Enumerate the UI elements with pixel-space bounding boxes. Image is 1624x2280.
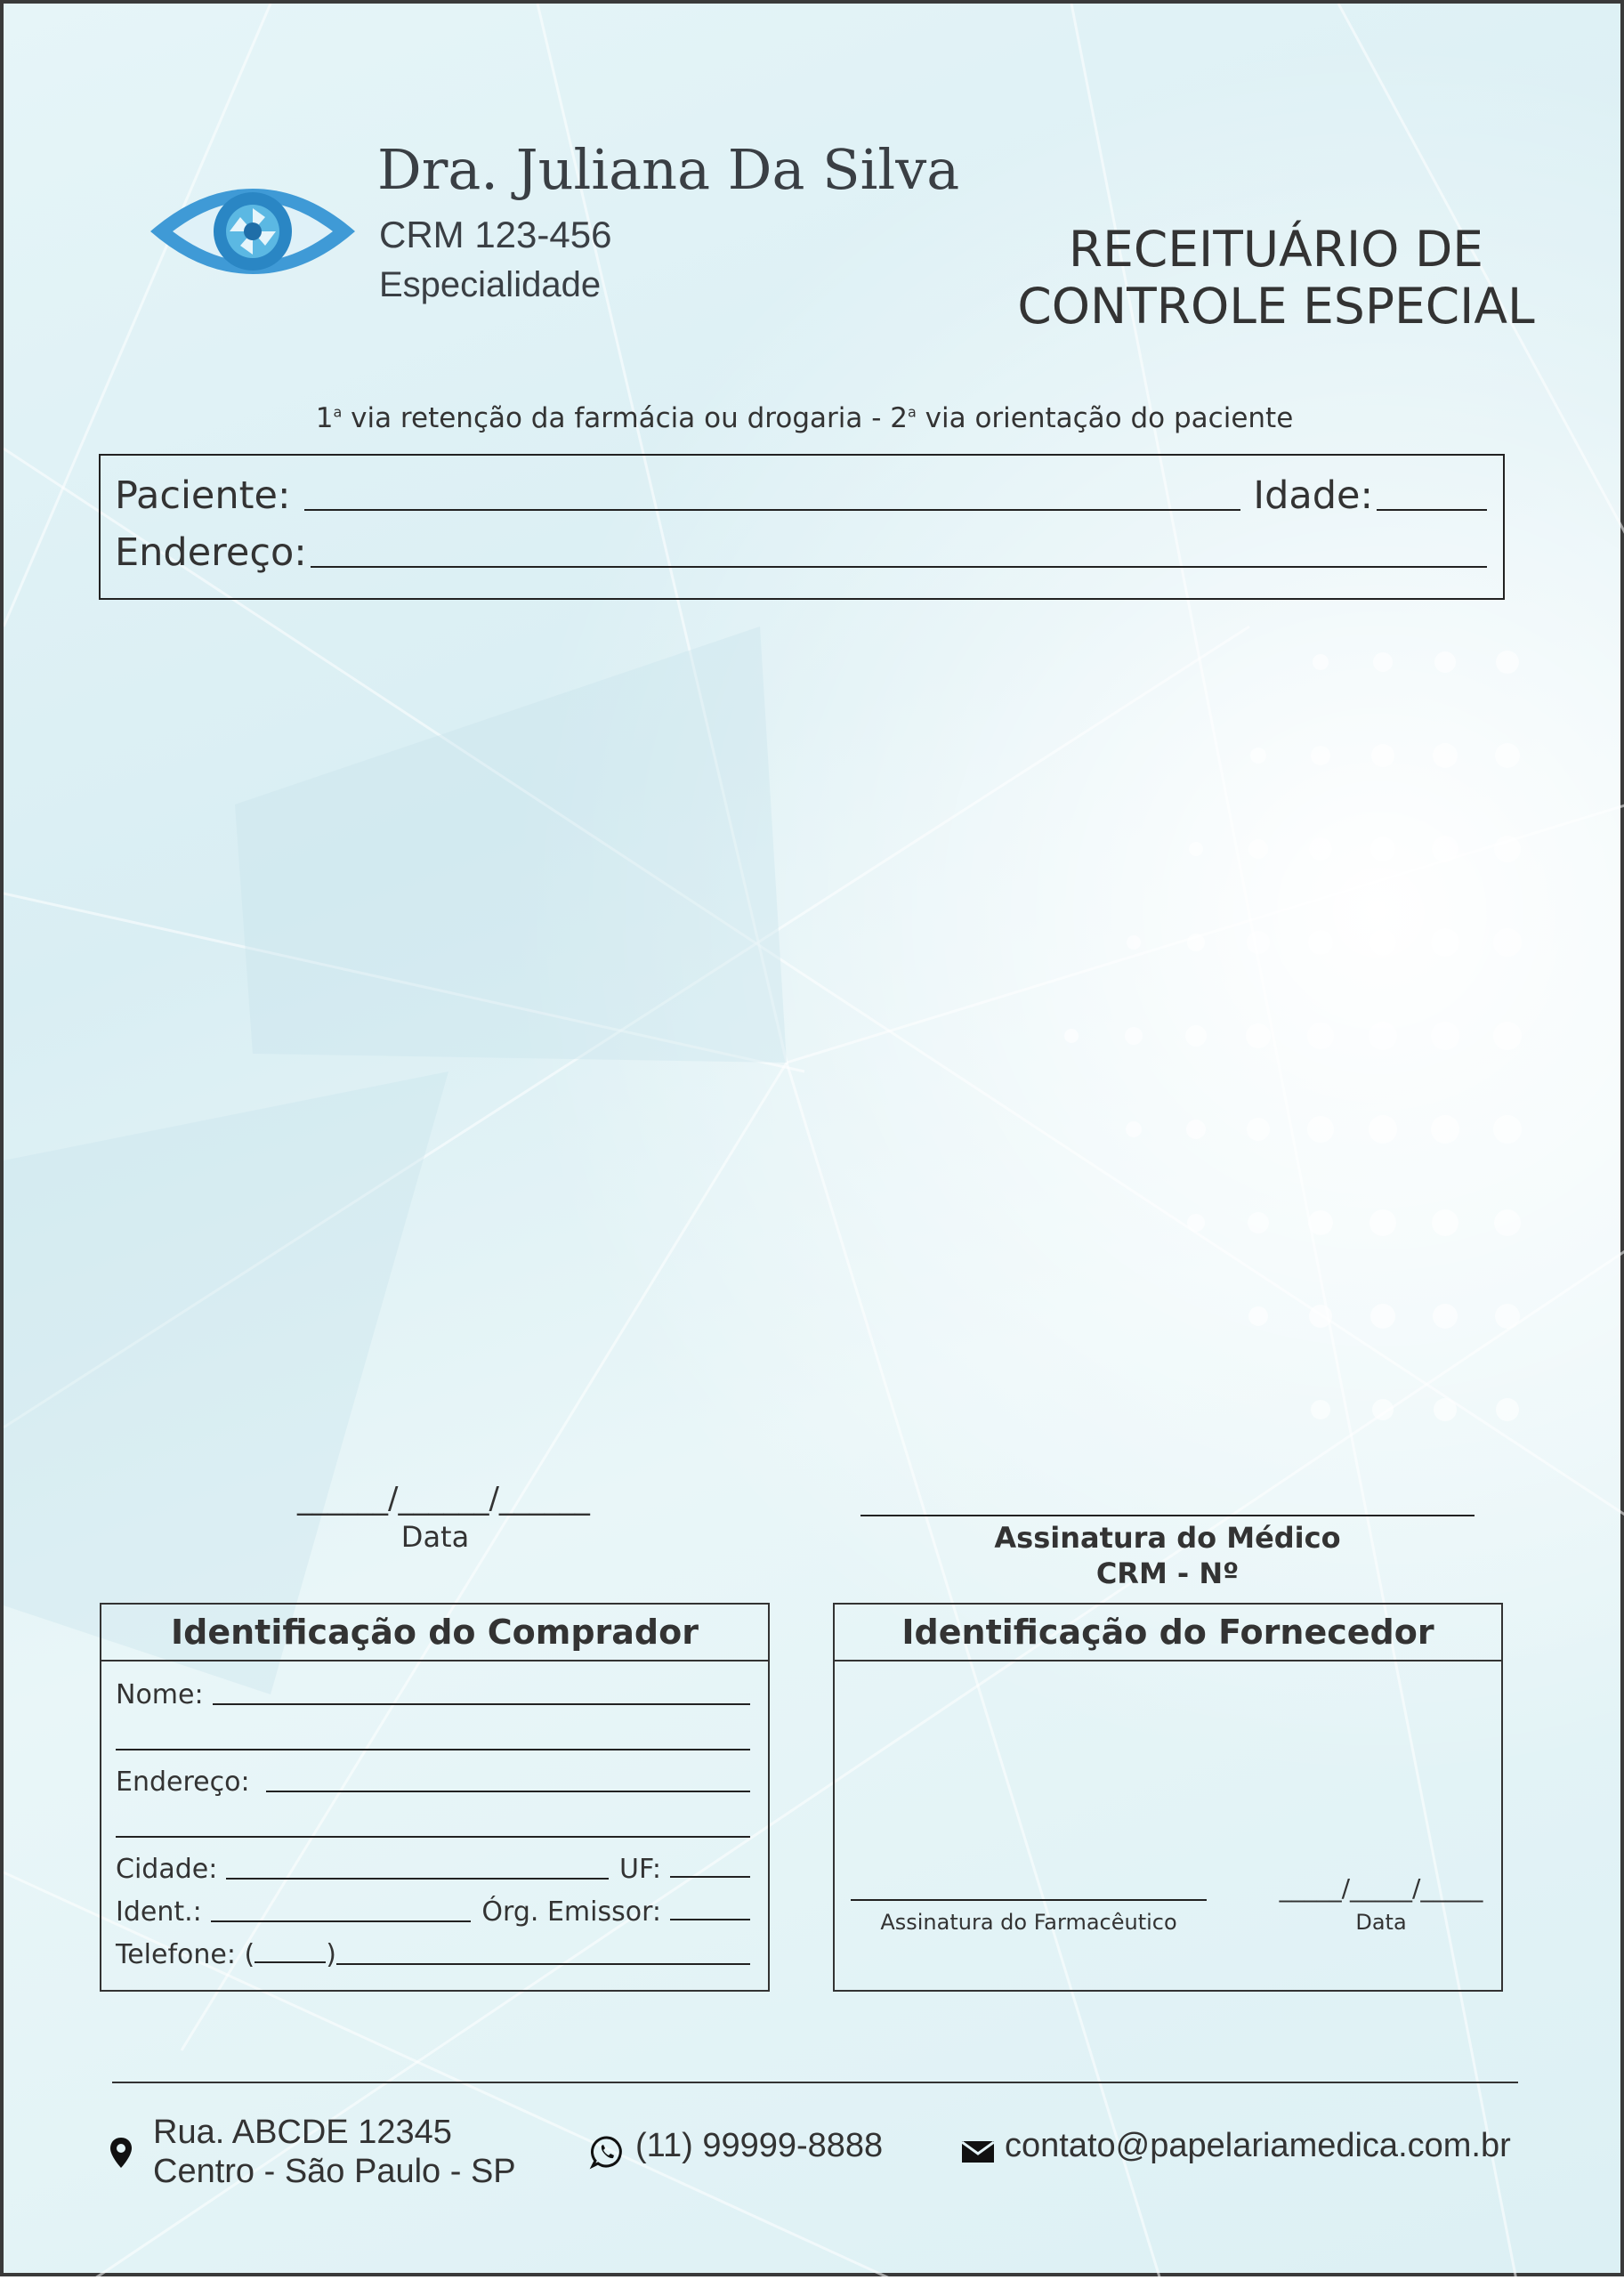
- footer-divider: [112, 2082, 1518, 2083]
- supplier-date: [1274, 1873, 1488, 1935]
- via-note-sup2: a: [907, 403, 917, 421]
- whatsapp-icon: [589, 2134, 625, 2170]
- form-title-line1: RECEITUÁRIO DE: [1068, 221, 1484, 278]
- buyer-phone-area-field[interactable]: [255, 1961, 326, 1963]
- via-note-part1: 1: [315, 402, 334, 434]
- age-field[interactable]: [1377, 509, 1487, 511]
- buyer-uf-field[interactable]: [670, 1876, 750, 1878]
- date-field[interactable]: ______/______/______: [297, 1481, 590, 1516]
- patient-box: [99, 454, 1505, 600]
- buyer-issuer-field[interactable]: [670, 1919, 750, 1920]
- form-title-line2: CONTROLE ESPECIAL: [1017, 278, 1535, 335]
- doctor-crm: CRM 123-456: [379, 214, 612, 255]
- address-label: Endereço:: [115, 530, 307, 575]
- doctor-specialty: Especialidade: [379, 265, 602, 304]
- patient-name-field[interactable]: [304, 509, 1240, 511]
- footer-email: contato@papelariamedica.com.br: [1005, 2127, 1511, 2164]
- buyer-name-field-2[interactable]: [116, 1722, 750, 1750]
- buyer-address-field-2[interactable]: [116, 1809, 750, 1838]
- supplier-box-title: Identificação do Fornecedor: [835, 1605, 1501, 1661]
- buyer-phone-close: ): [326, 1939, 336, 1970]
- via-note: [182, 402, 1427, 434]
- crm-number-label: CRM - Nº: [1095, 1556, 1240, 1590]
- buyer-box-title: Identificação do Comprador: [101, 1605, 768, 1661]
- address-field[interactable]: [311, 566, 1487, 568]
- doctor-signature: [860, 1483, 1475, 1591]
- patient-label: Paciente:: [115, 473, 291, 518]
- location-pin-icon: [109, 2136, 133, 2170]
- doctor-signature-label: Assinatura do Médico: [994, 1521, 1341, 1555]
- via-note-part3: via orientação do paciente: [916, 402, 1294, 434]
- buyer-identification-box: [100, 1603, 770, 1992]
- buyer-city-label: Cidade:: [116, 1854, 218, 1885]
- buyer-ident-field[interactable]: [211, 1920, 472, 1922]
- supplier-date-field[interactable]: _____/_____/_____: [1279, 1873, 1483, 1903]
- doctor-signature-field[interactable]: [860, 1483, 1475, 1516]
- buyer-name-label: Nome:: [116, 1679, 204, 1710]
- buyer-city-field[interactable]: [226, 1878, 609, 1880]
- footer-address-line1: Rua. ABCDE 12345: [153, 2114, 452, 2151]
- buyer-phone-label: Telefone: (: [116, 1939, 255, 1970]
- eye-icon: [146, 182, 360, 281]
- pharmacist-signature-field[interactable]: [851, 1876, 1207, 1901]
- buyer-name-field[interactable]: [213, 1703, 750, 1705]
- pharmacist-signature-label: Assinatura do Farmacêutico: [880, 1910, 1177, 1935]
- date-label: Data: [400, 1520, 470, 1554]
- footer-address: [153, 2113, 516, 2191]
- buyer-uf-label: UF:: [619, 1854, 661, 1885]
- envelope-icon: [961, 2139, 995, 2164]
- pharmacist-signature: [851, 1876, 1207, 1935]
- via-note-sup1: a: [333, 403, 343, 421]
- age-label: Idade:: [1253, 473, 1373, 518]
- footer-phone: (11) 99999-8888: [635, 2127, 884, 2164]
- doctor-name: Dra. Juliana Da Silva: [377, 137, 960, 202]
- form-title: [965, 221, 1588, 335]
- buyer-address-field[interactable]: [266, 1791, 750, 1792]
- buyer-address-label: Endereço:: [116, 1767, 250, 1798]
- via-note-part2: via retenção da farmácia ou drogaria - 2: [342, 402, 908, 434]
- supplier-date-label: Data: [1355, 1910, 1407, 1935]
- buyer-ident-label: Ident.:: [116, 1896, 202, 1928]
- footer-address-line2: Centro - São Paulo - SP: [153, 2153, 516, 2190]
- buyer-phone-field[interactable]: [336, 1963, 750, 1965]
- prescription-date: [297, 1481, 590, 1554]
- buyer-issuer-label: Órg. Emissor:: [481, 1896, 661, 1928]
- supplier-identification-box: [833, 1603, 1503, 1992]
